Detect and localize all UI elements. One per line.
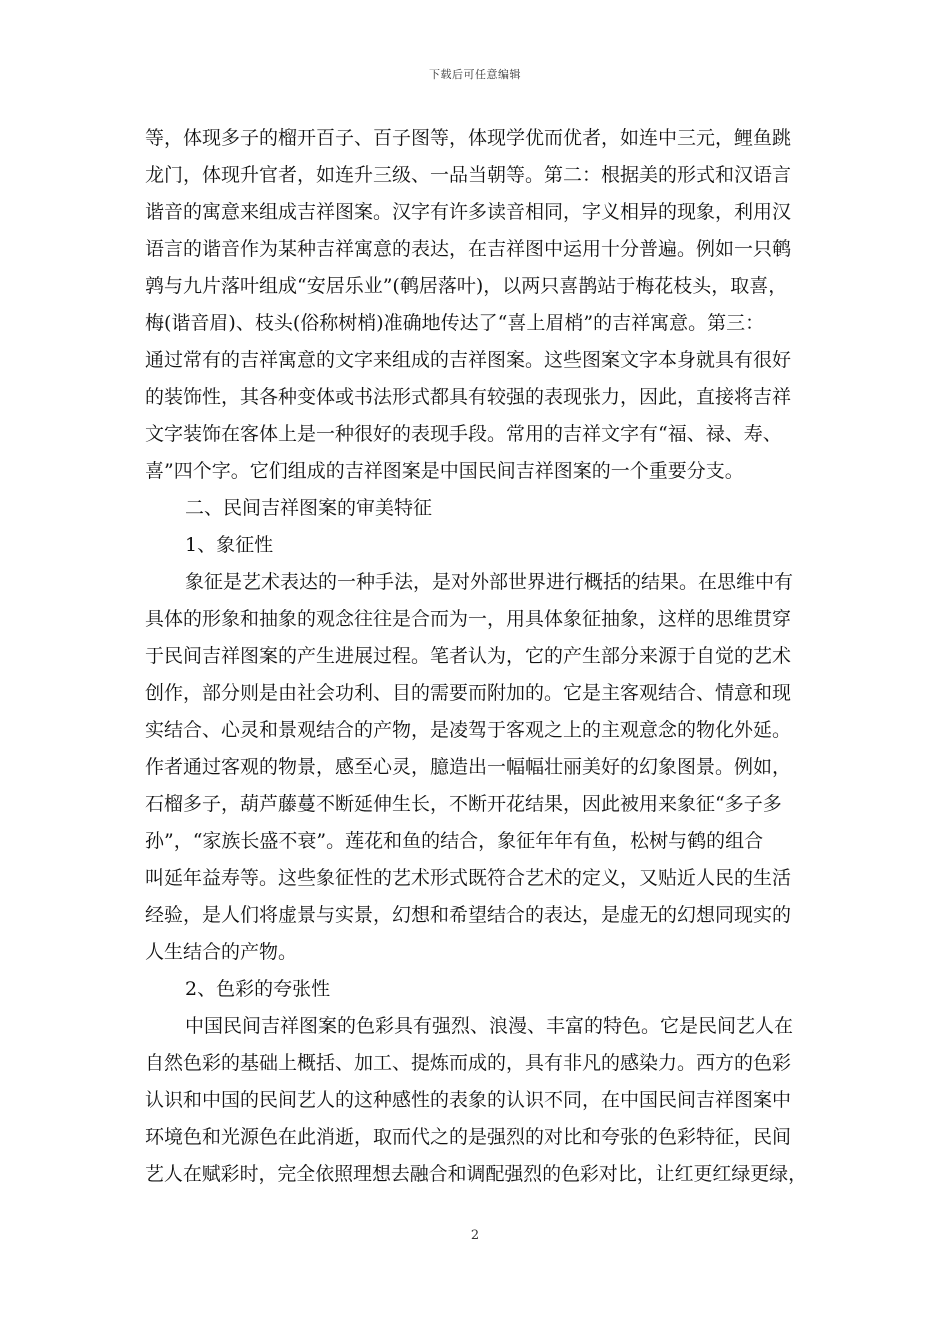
text-line: 实结合、心灵和景观结合的产物，是凌驾于客观之上的主观意念的物化外延。: [145, 719, 792, 741]
text-line: 文字装饰在客体上是一种很好的表现手段。常用的吉祥文字有“福、禄、寿、: [145, 423, 782, 445]
text-line: 中国民间吉祥图案的色彩具有强烈、浪漫、丰富的特色。它是民间艺人在: [185, 1015, 794, 1037]
text-line: 2、色彩的夸张性: [185, 978, 331, 1000]
text-line: 1、象征性: [185, 534, 274, 556]
text-line: 自然色彩的基础上概括、加工、提炼而成的，具有非凡的感染力。西方的色彩: [145, 1052, 792, 1074]
text-line: 环境色和光源色在此消逝，取而代之的是强烈的对比和夸张的色彩特征，民间: [145, 1126, 792, 1148]
text-line: 谐音的寓意来组成吉祥图案。汉字有许多读音相同，字义相异的现象，利用汉: [145, 201, 792, 223]
document-body: [145, 120, 807, 1193]
text-line: 语言的谐音作为某种吉祥寓意的表达，在吉祥图中运用十分普遍。例如一只鹌: [145, 238, 792, 260]
text-line: 喜”四个字。它们组成的吉祥图案是中国民间吉祥图案的一个重要分支。: [145, 460, 744, 482]
text-line: 艺人在赋彩时，完全依照理想去融合和调配强烈的色彩对比，让红更红绿更绿，: [145, 1163, 807, 1185]
text-line: 通过常有的吉祥寓意的文字来组成的吉祥图案。这些图案文字本身就具有很好: [145, 349, 792, 371]
page-number: 2: [470, 1228, 480, 1243]
text-line: 的装饰性，其各种变体或书法形式都具有较强的表现张力，因此，直接将吉祥: [145, 386, 792, 408]
text-line: 孙”，“家族长盛不衰”。莲花和鱼的结合，象征年年有鱼，松树与鹤的组合: [145, 830, 764, 852]
text-line: 象征是艺术表达的一种手法，是对外部世界进行概括的结果。在思维中有: [185, 571, 794, 593]
text-line: 于民间吉祥图案的产生进展过程。笔者认为，它的产生部分来源于自觉的艺术: [145, 645, 792, 667]
text-line: 石榴多子，葫芦藤蔓不断延伸生长，不断开花结果，因此被用来象征“多子多: [145, 793, 782, 815]
text-line: 具体的形象和抽象的观念往往是合而为一，用具体象征抽象，这样的思维贯穿: [145, 608, 792, 630]
page-header: 下载后可任意编辑: [429, 68, 521, 81]
text-line: 龙门，体现升官者，如连升三级、一品当朝等。第二：根据美的形式和汉语言: [145, 164, 792, 186]
text-line: 鹑与九片落叶组成“安居乐业”(鹌居落叶)，以两只喜鹊站于梅花枝头，取喜，: [145, 275, 788, 297]
text-line: 创作，部分则是由社会功利、目的需要而附加的。它是主客观结合、情意和现: [145, 682, 792, 704]
text-line: 梅(谐音眉)、枝头(俗称树梢)准确地传达了“喜上眉梢”的吉祥寓意。第三：: [145, 312, 765, 334]
text-line: 作者通过客观的物景，感至心灵，臆造出一幅幅壮丽美好的幻象图景。例如，: [145, 756, 792, 778]
text-line: 等，体现多子的榴开百子、百子图等，体现学优而优者，如连中三元，鲤鱼跳: [145, 127, 792, 149]
text-line: 二、民间吉祥图案的审美特征: [185, 497, 433, 519]
text-line: 人生结合的产物。: [145, 941, 298, 963]
text-line: 认识和中国的民间艺人的这种感性的表象的认识不同，在中国民间吉祥图案中: [145, 1089, 792, 1111]
text-line: 经验，是人们将虚景与实景，幻想和希望结合的表达，是虚无的幻想同现实的: [145, 904, 792, 926]
text-line: 叫延年益寿等。这些象征性的艺术形式既符合艺术的定义，又贴近人民的生活: [145, 867, 792, 889]
